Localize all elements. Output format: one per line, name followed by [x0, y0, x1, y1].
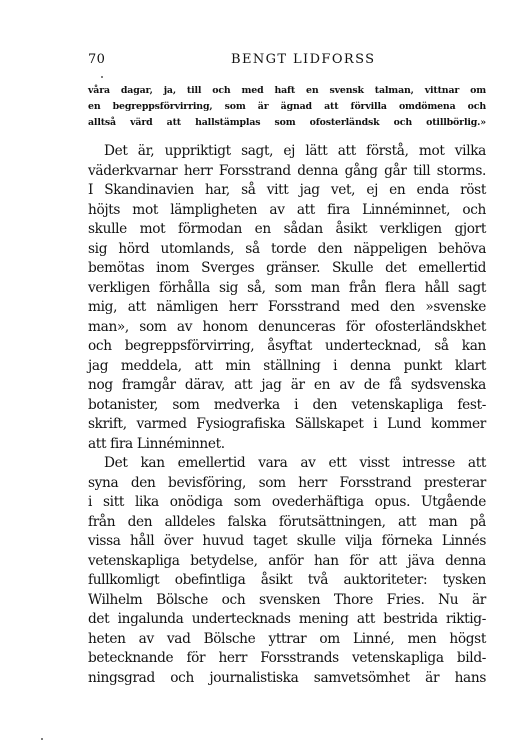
body-line: vetenskapliga betydelse, anför han för att jäva denna [88, 552, 486, 569]
quote-line: en begreppsförvirring, som är ägnad att förvilla omdömena och [88, 101, 486, 112]
body-line: i sitt lika onödiga som ovederhäftiga opus. Utgående [88, 494, 486, 510]
body-line: skulle mot förmodan en sådan åsikt verkligen gjort [88, 221, 486, 237]
body-line: verkligen förhålla sig så, som man från flera håll sagt [88, 279, 486, 296]
body-line: betecknande för herr Forsstrands vetenskapliga bild- [88, 650, 486, 666]
block-quote [88, 83, 486, 131]
body-text [88, 142, 486, 688]
body-line: skrift, varmed Fysiografiska Sällskapet i Lund kommer [88, 416, 486, 432]
body-line: man», som av honom denunceras för ofosterländskhet [88, 318, 486, 335]
body-line: Det kan emellertid vara av ett visst intresse att [104, 455, 486, 471]
print-speck [41, 738, 43, 740]
body-line: och begreppsförvirring, åsyftat undertecknad, så kan [88, 338, 486, 354]
body-line: från den alldeles falska förutsättningen, att man på [88, 513, 486, 530]
page-number: 70 [88, 52, 106, 67]
body-line: bemötas inom Sverges gränser. Skulle det emellertid [88, 260, 486, 276]
body-line: det ingalunda undertecknads mening att bestrida riktig- [88, 611, 486, 627]
body-line: ningsgrad och journalistiska samvetsömhet är hans [88, 669, 486, 686]
body-line: Det är, uppriktigt sagt, ej lätt att förstå, mot vilka [104, 143, 486, 159]
body-line: Wilhelm Bölsche och svensken Thore Fries. Nu är [88, 591, 486, 608]
body-line: jag meddela, att min ställning i denna punkt klart [88, 357, 486, 374]
body-line: vissa håll över huvud taget skulle vilja förneka Linnés [88, 533, 486, 549]
quote-line: våra dagar, ja, till och med haft en svensk talman, vittnar om [88, 85, 486, 96]
print-speck [101, 76, 103, 78]
body-line: mig, att nämligen herr Forsstrand med den »svenske [88, 299, 486, 315]
quote-line: alltså värd att hallstämplas som ofosterländsk och otillbörlig.» [88, 117, 486, 128]
body-line: sig hörd utomlands, så torde den näppeligen behöva [88, 240, 486, 257]
body-line: väderkvarnar herr Forsstrand denna gång går till storms. [88, 162, 486, 179]
body-line: fullkomligt obefintliga åsikt två auktoriteter: tysken [88, 572, 486, 588]
running-title: BENGT LIDFORSS [231, 52, 376, 67]
body-line: höjts mot lämpligheten av att fira Linnéminnet, och [88, 201, 486, 218]
body-line: nog framgår därav, att jag är en av de få sydsvenska [88, 377, 486, 393]
body-line: botanister, som medverka i den vetenskapliga fest- [88, 396, 486, 413]
running-head [88, 52, 484, 70]
body-line: I Skandinavien har, så vitt jag vet, ej en enda röst [88, 182, 486, 198]
body-line: heten av vad Bölsche yttrar om Linné, men högst [88, 630, 486, 647]
body-line: att fira Linnéminnet. [88, 435, 225, 452]
body-line: syna den bevisföring, som herr Forsstrand presterar [88, 474, 486, 491]
